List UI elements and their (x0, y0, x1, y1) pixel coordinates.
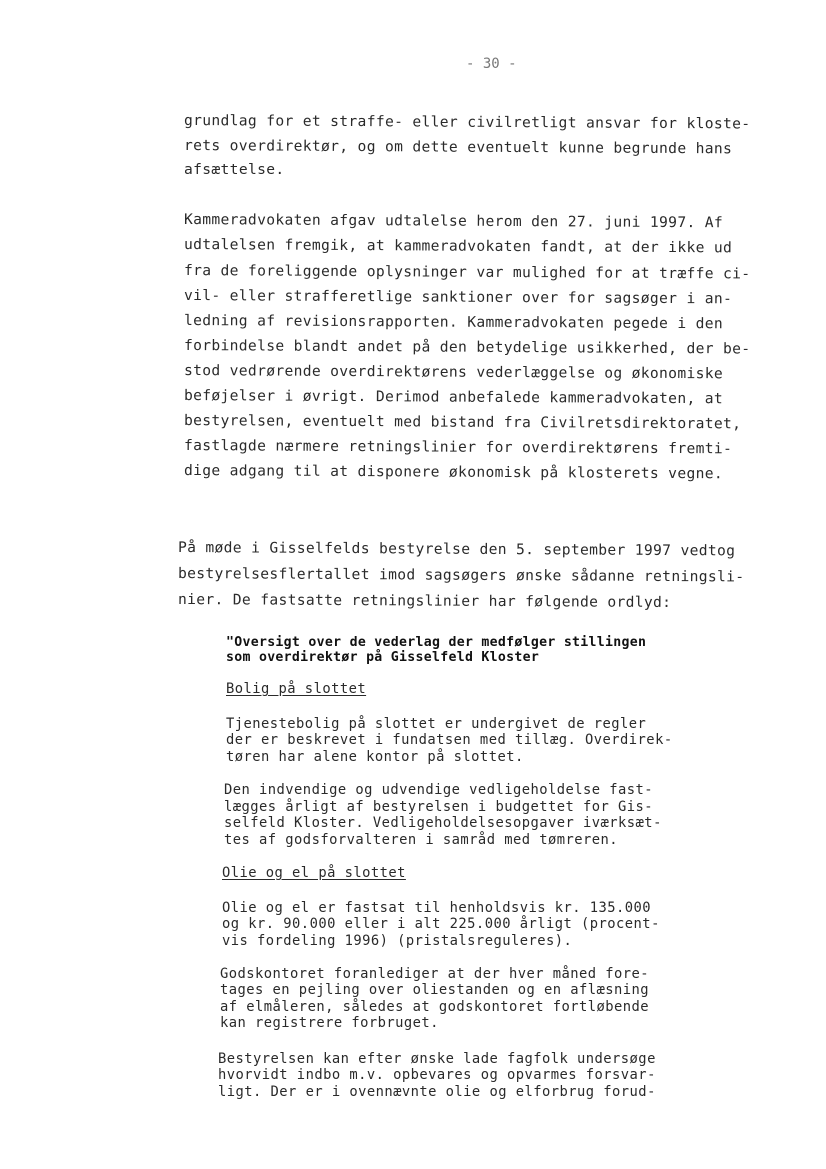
text-line: Bestyrelsen kan efter ønske lade fagfolk undersøge (218, 1051, 656, 1067)
page-number: - 30 - (466, 56, 517, 72)
text-line: bestyrelsesflertallet imod sagsøgers ønske sådanne retningsli- (177, 565, 745, 586)
text-line: Godskontoret foranlediger at der hver måned fore- (220, 966, 650, 982)
text-line: fastlagde nærmere retningslinier for overdirektørens fremti- (183, 437, 733, 458)
text-line: afsættelse. (184, 161, 285, 178)
text-line: fra de foreliggende oplysninger var mulighed for at træffe ci- (183, 262, 751, 283)
text-line: På møde i Gisselfelds bestyrelse den 5. september 1997 vedtog (177, 539, 736, 560)
text-line: ledning af revisionsrapporten. Kammeradvokaten pegede i den (183, 312, 724, 333)
text-line: vis fordeling 1996) (pristalsreguleres). (222, 933, 573, 949)
text-line: rets overdirektør, og om dette eventuelt kunne begrunde hans (183, 137, 733, 158)
text-line: vil- eller strafferetlige sanktioner over for sagsøger i an- (183, 287, 733, 308)
text-line: og kr. 90.000 eller i alt 225.000 årligt (procent- (222, 916, 660, 932)
text-line: der er beskrevet i fundatsen med tillæg. Overdirek- (226, 732, 673, 748)
text-line: Olie og el er fastsat til henholdsvis kr. 135.000 (222, 900, 652, 916)
text-line: bestyrelsen, eventuelt med bistand fra Civilretsdirektoratet, (183, 412, 742, 433)
text-line: ligt. Der er i ovennævnte olie og elforbrug forud- (218, 1084, 656, 1100)
text-line: forbindelse blandt andet på den betydelige usikkerhed, der be- (183, 337, 751, 358)
text-line: grundlag for et straffe- eller civilretligt ansvar for kloste- (183, 112, 751, 133)
text-line: af elmåleren, således at godskontoret fortløbende (220, 999, 650, 1015)
text-line: Den indvendige og udvendige vedligeholdelse fast- (224, 782, 654, 798)
quote-title-line: som overdirektør på Gisselfeld Kloster (226, 650, 540, 665)
text-line: selfeld Kloster. Vedligeholdelsesopgaver iværksæt- (224, 815, 662, 831)
text-line: hvorvidt indbo m.v. opbevares og opvarmes forsvar- (218, 1067, 656, 1083)
section-heading-bolig: Bolig på slottet (226, 681, 367, 697)
text-line: tes af godsforvalteren i samråd med tømreren. (224, 832, 619, 848)
text-line: udtalelsen fremgik, at kammeradvokaten fandt, at der ikke ud (183, 236, 733, 257)
text-line: nier. De fastsatte retningslinier har følgende ordlyd: (177, 591, 672, 612)
quote-title-line: "Oversigt over de vederlag der medfølger stillingen (226, 635, 647, 650)
text-line: tøren har alene kontor på slottet. (226, 749, 524, 765)
text-line: beføjelser i øvrigt. Derimod anbefalede kammeradvokaten, at (183, 387, 724, 408)
text-line: dige adgang til at disponere økonomisk på klosterets vegne. (183, 462, 724, 483)
text-line: Kammeradvokaten afgav udtalelse herom den 27. juni 1997. Af (183, 211, 724, 232)
text-line: stod vedrørende overdirektørens vederlæggelse og økonomiske (183, 362, 724, 383)
text-line: lægges årligt af bestyrelsen i budgettet for Gis- (224, 799, 654, 815)
text-line: kan registrere forbruget. (220, 1015, 439, 1031)
text-line: tages en pejling over oliestanden og en aflæsning (220, 982, 650, 998)
text-line: Tjenestebolig på slottet er undergivet de regler (226, 716, 647, 732)
section-heading-olie-el: Olie og el på slottet (222, 865, 406, 881)
